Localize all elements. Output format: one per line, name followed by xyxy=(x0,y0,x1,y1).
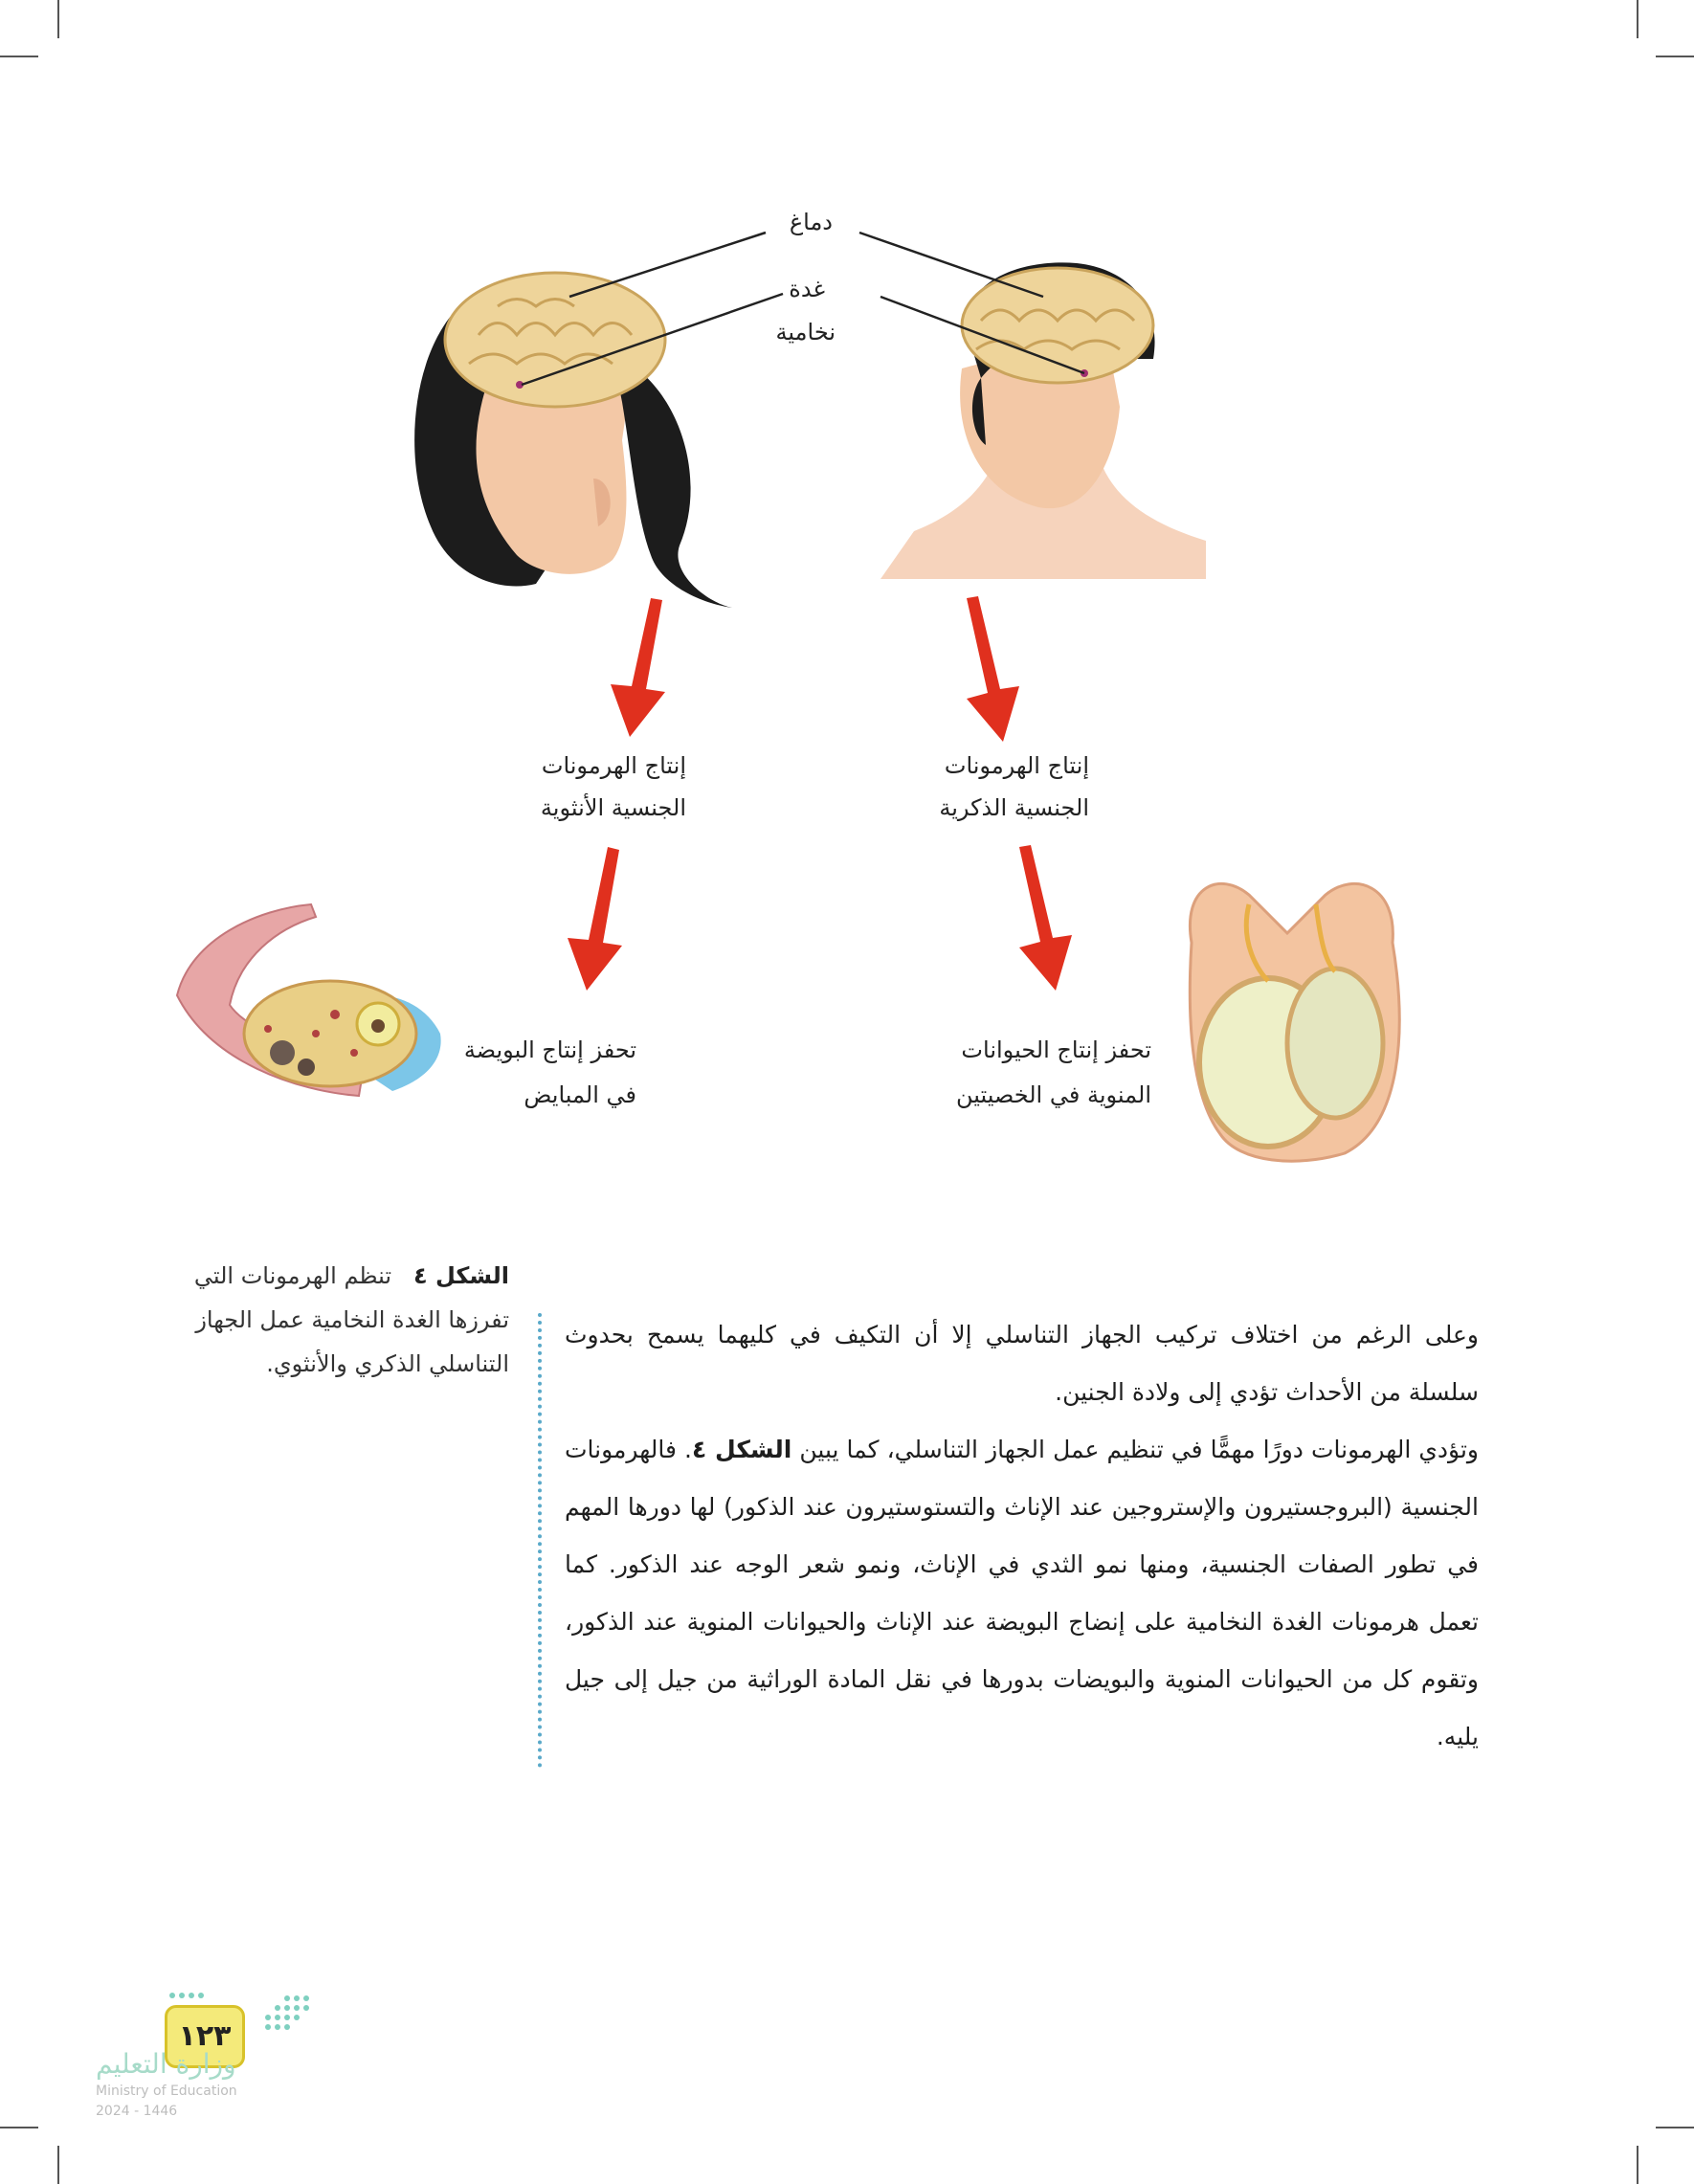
body-text xyxy=(565,1306,1479,1766)
label-female-effect-2: في المبايض xyxy=(524,1081,636,1108)
label-male-hormones-1: إنتاج الهرمونات xyxy=(944,752,1089,779)
label-male-hormones-2: الجنسية الذكرية xyxy=(939,794,1089,821)
label-pituitary-2: نخامية xyxy=(775,319,836,345)
crop-mark-bl-h xyxy=(0,2127,38,2128)
edition-year: 2024 - 1446 xyxy=(96,2104,178,2119)
label-female-hormones-1: إنتاج الهرمونات xyxy=(541,752,686,779)
page-number: ١٢٣ xyxy=(165,2005,245,2068)
leader-lines xyxy=(0,0,1694,670)
paragraph-1: وعلى الرغم من اختلاف تركيب الجهاز التناسلي إلا أن التكيف في كليهما يسمح بحدوث سلسلة من الأحداث تؤدي إلى ولادة الجنين. xyxy=(565,1321,1479,1406)
figure-reference: الشكل ٤ xyxy=(691,1436,792,1463)
caption-label: الشكل ٤ xyxy=(412,1262,509,1289)
arrow-down-icon xyxy=(1010,842,1096,995)
label-female-effect-1: تحفز إنتاج البويضة xyxy=(463,1036,636,1063)
caption-text: تنظم الهرمونات التي تفرزها الغدة النخامية عمل الجهاز التناسلي الذكري والأنثوي. xyxy=(193,1262,509,1377)
ministry-wordmark: وزارة التعليم xyxy=(96,2048,236,2080)
label-male-effect-1: تحفز إنتاج الحيوانات xyxy=(961,1036,1151,1063)
crop-mark-br-h xyxy=(1656,2127,1694,2128)
paragraph-2-start: وتؤدي الهرمونات دورًا مهمًّا في تنظيم عمل الجهاز التناسلي، كما يبين xyxy=(791,1436,1480,1463)
crop-mark-bl-v xyxy=(57,2146,59,2184)
crop-mark-br-v xyxy=(1637,2146,1638,2184)
label-pituitary-1: غدة xyxy=(789,276,825,302)
label-male-effect-2: المنوية في الخصيتين xyxy=(955,1081,1151,1108)
label-female-hormones-2: الجنسية الأنثوية xyxy=(540,794,686,821)
figure-caption xyxy=(165,1254,509,1386)
testes-icon xyxy=(1182,876,1402,1163)
arrow-down-icon xyxy=(593,589,680,742)
paragraph-2 xyxy=(565,1421,1479,1766)
arrow-down-icon xyxy=(550,842,636,995)
ovary-icon xyxy=(172,900,450,1110)
label-brain: دماغ xyxy=(789,209,833,235)
paragraph-2-rest: . فالهرمونات الجنسية (البروجستيرون والإستروجين عند الإناث والتستوستيرون عند الذكور) لها دورها المهم في تطور الصفات الجنسية، ومنها نمو الثدي في الإناث، ونمو شعر الوجه عند الذكور. كما تعمل هرمونات الغدة النخامية على إنضاج البويضة عند الإناث والحيوانات المنوية عند الذكور، وتقوم كل من الحيوانات المنوية والبويضات بدورها في نقل المادة الوراثية من جيل إلى جيل يليه. xyxy=(565,1436,1479,1750)
dotted-rule xyxy=(538,1313,542,1768)
ministry-name-english: Ministry of Education xyxy=(96,2084,237,2099)
arrow-down-icon xyxy=(957,593,1043,747)
